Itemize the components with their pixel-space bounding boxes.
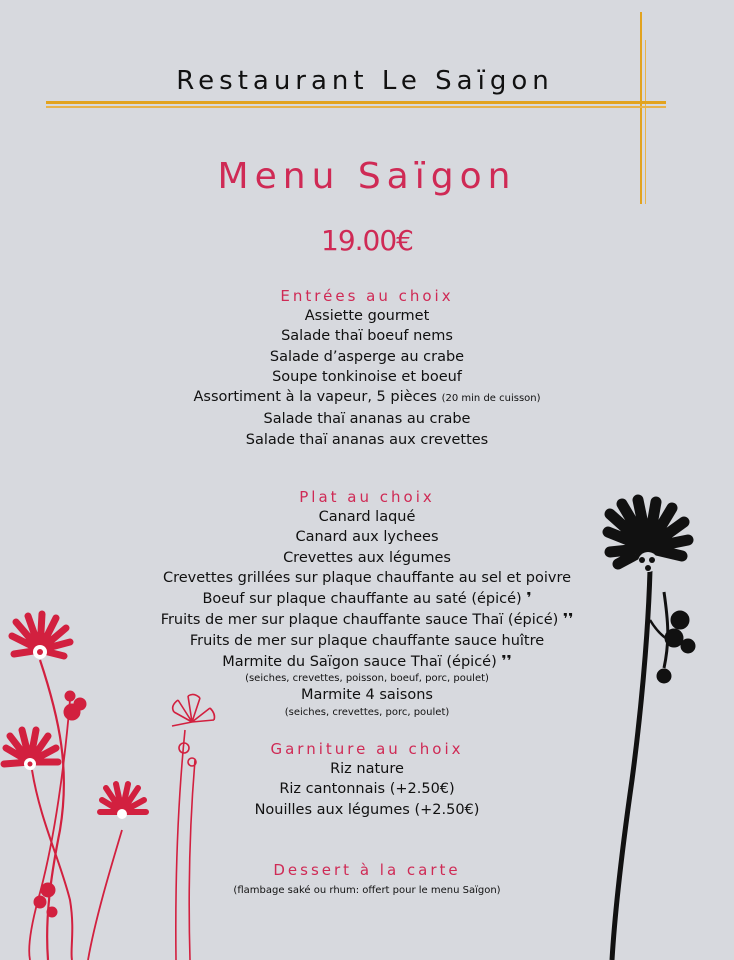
plat-item-label: Marmite du Saïgon sauce Thaï (épicé): [222, 654, 497, 671]
plats-title: Plat au choix: [299, 488, 435, 506]
garniture-section: [0, 739, 734, 820]
entrees-title: Entrées au choix: [280, 287, 454, 305]
entree-item: Salade thaï ananas aux crevettes: [245, 431, 489, 448]
plat-item: Fruits de mer sur plaque chauffante sauce huître: [189, 632, 545, 649]
spicy-mark: ❜❜: [501, 652, 512, 671]
plat-item-note: (seiches, crevettes, poisson, boeuf, porc, poulet): [245, 673, 489, 685]
entree-item: Salade d’asperge au crabe: [269, 348, 465, 365]
plat-item: Canard laqué: [318, 509, 416, 525]
entree-item: Assiette gourmet: [304, 308, 430, 324]
dessert-section: [0, 860, 734, 898]
entree-item-steamed: [0, 387, 734, 409]
menu-price: 19.00€: [321, 224, 413, 257]
garniture-item: Nouilles aux légumes (+2.50€): [254, 801, 480, 818]
garniture-item: Riz nature: [330, 761, 404, 777]
plat-item: Canard aux lychees: [295, 529, 439, 546]
entree-item: Salade thaï ananas au crabe: [263, 411, 471, 428]
restaurant-name-text: Restaurant Le Saïgon: [176, 66, 554, 96]
plat-item-note: (seiches, crevettes, porc, poulet): [284, 706, 450, 718]
plat-item-spicy: [0, 609, 734, 630]
plat-item-spicy: [0, 651, 734, 672]
spicy-mark: ❜: [526, 589, 532, 608]
plat-item: Marmite 4 saisons: [301, 687, 433, 704]
menu-title: Menu Saïgon: [217, 156, 517, 197]
restaurant-name: [0, 66, 734, 96]
plat-item-label: Fruits de mer sur plaque chauffante sauce Thaï (épicé): [160, 612, 559, 629]
entree-item: Soupe tonkinoise et boeuf: [272, 368, 462, 385]
plat-item-spicy: [0, 588, 734, 609]
plat-item-label: Boeuf sur plaque chauffante au saté (épicé): [202, 591, 522, 608]
dessert-note: (flambage saké ou rhum: offert pour le menu Saïgon): [233, 885, 501, 896]
entree-item: Salade thaï boeuf nems: [281, 328, 453, 345]
plat-item: Crevettes aux légumes: [283, 549, 451, 566]
header-horizontal-rule-thin: [46, 106, 666, 108]
garniture-item: Riz cantonnais (+2.50€): [279, 781, 455, 798]
entree-item-note: (20 min de cuisson): [441, 393, 541, 405]
garniture-title: Garniture au choix: [270, 740, 464, 758]
entrees-section: [0, 286, 734, 450]
header-horizontal-rule: [46, 101, 666, 104]
spicy-mark: ❜❜: [562, 610, 574, 629]
plats-section: [0, 487, 734, 719]
dessert-title: Dessert à la carte: [273, 861, 461, 879]
entree-item-label: Assortiment à la vapeur, 5 pièces: [193, 389, 437, 406]
plat-item: Crevettes grillées sur plaque chauffante au sel et poivre: [162, 569, 572, 586]
